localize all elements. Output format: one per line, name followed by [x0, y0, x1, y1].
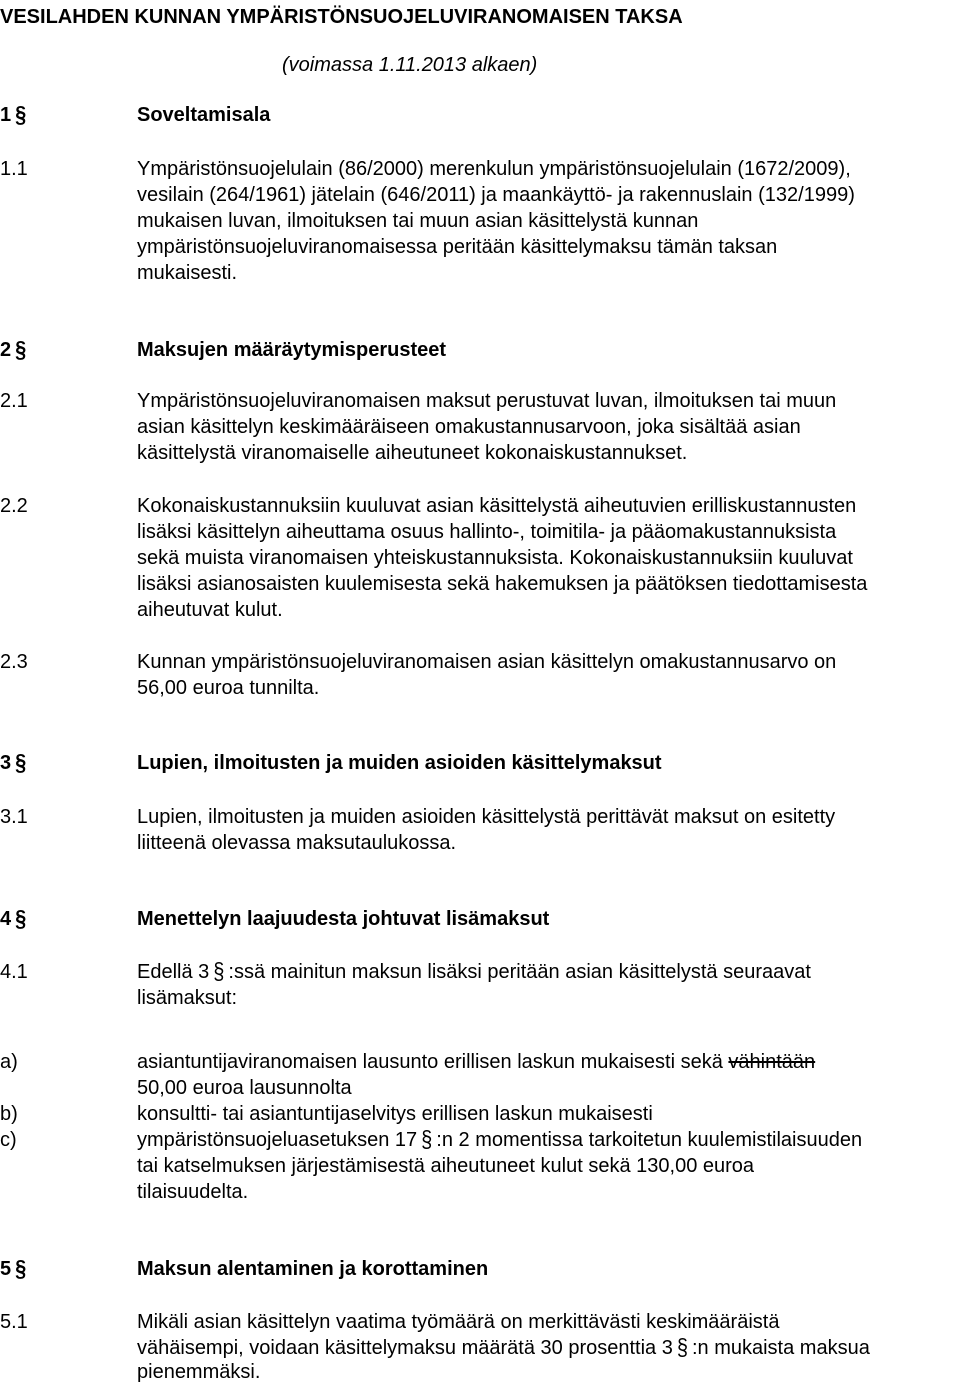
paragraph-2-3-line: 56,00 euroa tunnilta.	[137, 677, 320, 699]
paragraph-2-3-line: Kunnan ympäristönsuojeluviranomaisen asian käsittelyn omakustannusarvo on	[137, 651, 837, 673]
paragraph-2-2-line: Kokonaiskustannuksiin kuuluvat asian käsittelystä aiheutuvien erilliskustannusten	[137, 495, 857, 517]
section-symbol: §	[421, 1127, 433, 1153]
section-symbol: §	[15, 750, 27, 776]
paragraph-5-1-number: 5.1	[0, 1311, 28, 1333]
section-4-heading	[0, 906, 30, 932]
paragraph-4-1-line	[137, 959, 811, 985]
list-item-c-line: tilaisuudelta.	[137, 1181, 249, 1203]
paragraph-3-1-line: liitteenä olevassa maksutaulukossa.	[137, 832, 457, 854]
section-symbol: §	[15, 102, 27, 128]
paragraph-1-1-line: Ympäristönsuojelulain (86/2000) merenkulun ympäristönsuojelulain (1672/2009),	[137, 158, 851, 180]
section-symbol: §	[15, 337, 27, 363]
struck-text: vähintään	[728, 1051, 816, 1073]
section-symbol: §	[15, 1256, 27, 1282]
paragraph-2-1-line: käsittelystä viranomaiselle aiheutuneet kokonaiskustannukset.	[137, 442, 688, 464]
paragraph-2-2-number: 2.2	[0, 495, 28, 517]
text-fragment: :n 2 momentissa tarkoitetun kuulemistilaisuuden	[436, 1129, 863, 1151]
section-symbol: §	[213, 959, 225, 985]
list-item-label: c)	[0, 1129, 17, 1151]
paragraph-2-2-line: sekä muista viranomaisen yhteiskustannuksista. Kokonaiskustannuksiin kuuluvat	[137, 547, 853, 569]
list-item-label: b)	[0, 1103, 18, 1125]
list-item-b-line: konsultti- tai asiantuntijaselvitys erillisen laskun mukaisesti	[137, 1103, 653, 1125]
paragraph-5-1-line: pienemmäksi.	[137, 1361, 261, 1383]
paragraph-1-1-line: ympäristönsuojeluviranomaisessa peritään käsittelymaksu tämän taksan	[137, 236, 778, 258]
section-3-heading	[0, 750, 30, 776]
paragraph-2-1-line: asian käsittelyn keskimääräiseen omakustannusarvoon, joka sisältää asian	[137, 416, 801, 438]
text-fragment: ympäristönsuojeluasetuksen 17	[137, 1129, 418, 1151]
text-fragment: :ssä mainitun maksun lisäksi peritään asian käsittelystä seuraavat	[228, 961, 811, 983]
paragraph-1-1-line: mukaisesti.	[137, 262, 238, 284]
section-3-title: Lupien, ilmoitusten ja muiden asioiden käsittelymaksut	[137, 752, 662, 774]
list-item-c-line: tai katselmuksen järjestämisestä aiheutuneet kulut sekä 130,00 euroa	[137, 1155, 755, 1177]
text-fragment: Edellä 3	[137, 961, 210, 983]
list-item-a-line	[137, 1049, 815, 1075]
list-item-c-line	[137, 1127, 862, 1153]
section-2-number: 2	[0, 339, 12, 361]
paragraph-2-2-line: lisäksi asianosaisten kuulemisesta sekä hakemuksen ja päätöksen tiedottamisesta	[137, 573, 868, 595]
paragraph-2-1-line: Ympäristönsuojeluviranomaisen maksut perustuvat luvan, ilmoituksen tai muun	[137, 390, 837, 412]
text-fragment: asiantuntijaviranomaisen lausunto erillisen laskun mukaisesti sekä	[137, 1051, 729, 1073]
paragraph-2-2-line: aiheutuvat kulut.	[137, 599, 283, 621]
paragraph-2-3-number: 2.3	[0, 651, 28, 673]
paragraph-3-1-line: Lupien, ilmoitusten ja muiden asioiden käsittelystä perittävät maksut on esitetty	[137, 806, 836, 828]
section-symbol: §	[15, 906, 27, 932]
text-fragment: :n mukaista maksua	[691, 1337, 870, 1359]
section-1-title: Soveltamisala	[137, 104, 271, 126]
list-item-a-line: 50,00 euroa lausunnolta	[137, 1077, 352, 1099]
section-2-title: Maksujen määräytymisperusteet	[137, 339, 447, 361]
paragraph-5-1-line: Mikäli asian käsittelyn vaatima työmäärä on merkittävästi keskimääräistä	[137, 1311, 780, 1333]
section-5-number: 5	[0, 1258, 12, 1280]
list-item-label: a)	[0, 1051, 18, 1073]
text-fragment: vähäisempi, voidaan käsittelymaksu määrätä 30 prosenttia 3	[137, 1337, 673, 1359]
paragraph-3-1-number: 3.1	[0, 806, 28, 828]
section-1-heading	[0, 102, 30, 128]
section-4-title: Menettelyn laajuudesta johtuvat lisämaksut	[137, 908, 550, 930]
section-symbol: §	[676, 1335, 688, 1361]
section-3-number: 3	[0, 752, 12, 774]
section-4-number: 4	[0, 908, 12, 930]
validity-note: (voimassa 1.11.2013 alkaen)	[282, 54, 538, 76]
document-title: VESILAHDEN KUNNAN YMPÄRISTÖNSUOJELUVIRANOMAISEN TAKSA	[0, 6, 683, 28]
section-5-title: Maksun alentaminen ja korottaminen	[137, 1258, 489, 1280]
paragraph-5-1-line	[137, 1335, 870, 1361]
paragraph-4-1-line: lisämaksut:	[137, 987, 238, 1009]
section-1-number: 1	[0, 104, 12, 126]
paragraph-2-2-line: lisäksi käsittelyn aiheuttama osuus hallinto-, toimitila- ja pääomakustannuksista	[137, 521, 837, 543]
section-2-heading	[0, 337, 30, 363]
paragraph-1-1-number: 1.1	[0, 158, 28, 180]
paragraph-2-1-number: 2.1	[0, 390, 28, 412]
paragraph-1-1-line: mukaisen luvan, ilmoituksen tai muun asian käsittelystä kunnan	[137, 210, 699, 232]
section-5-heading	[0, 1256, 30, 1282]
paragraph-1-1-line: vesilain (264/1961) jätelain (646/2011) ja maankäyttö- ja rakennuslain (132/1999)	[137, 184, 855, 206]
paragraph-4-1-number: 4.1	[0, 961, 28, 983]
